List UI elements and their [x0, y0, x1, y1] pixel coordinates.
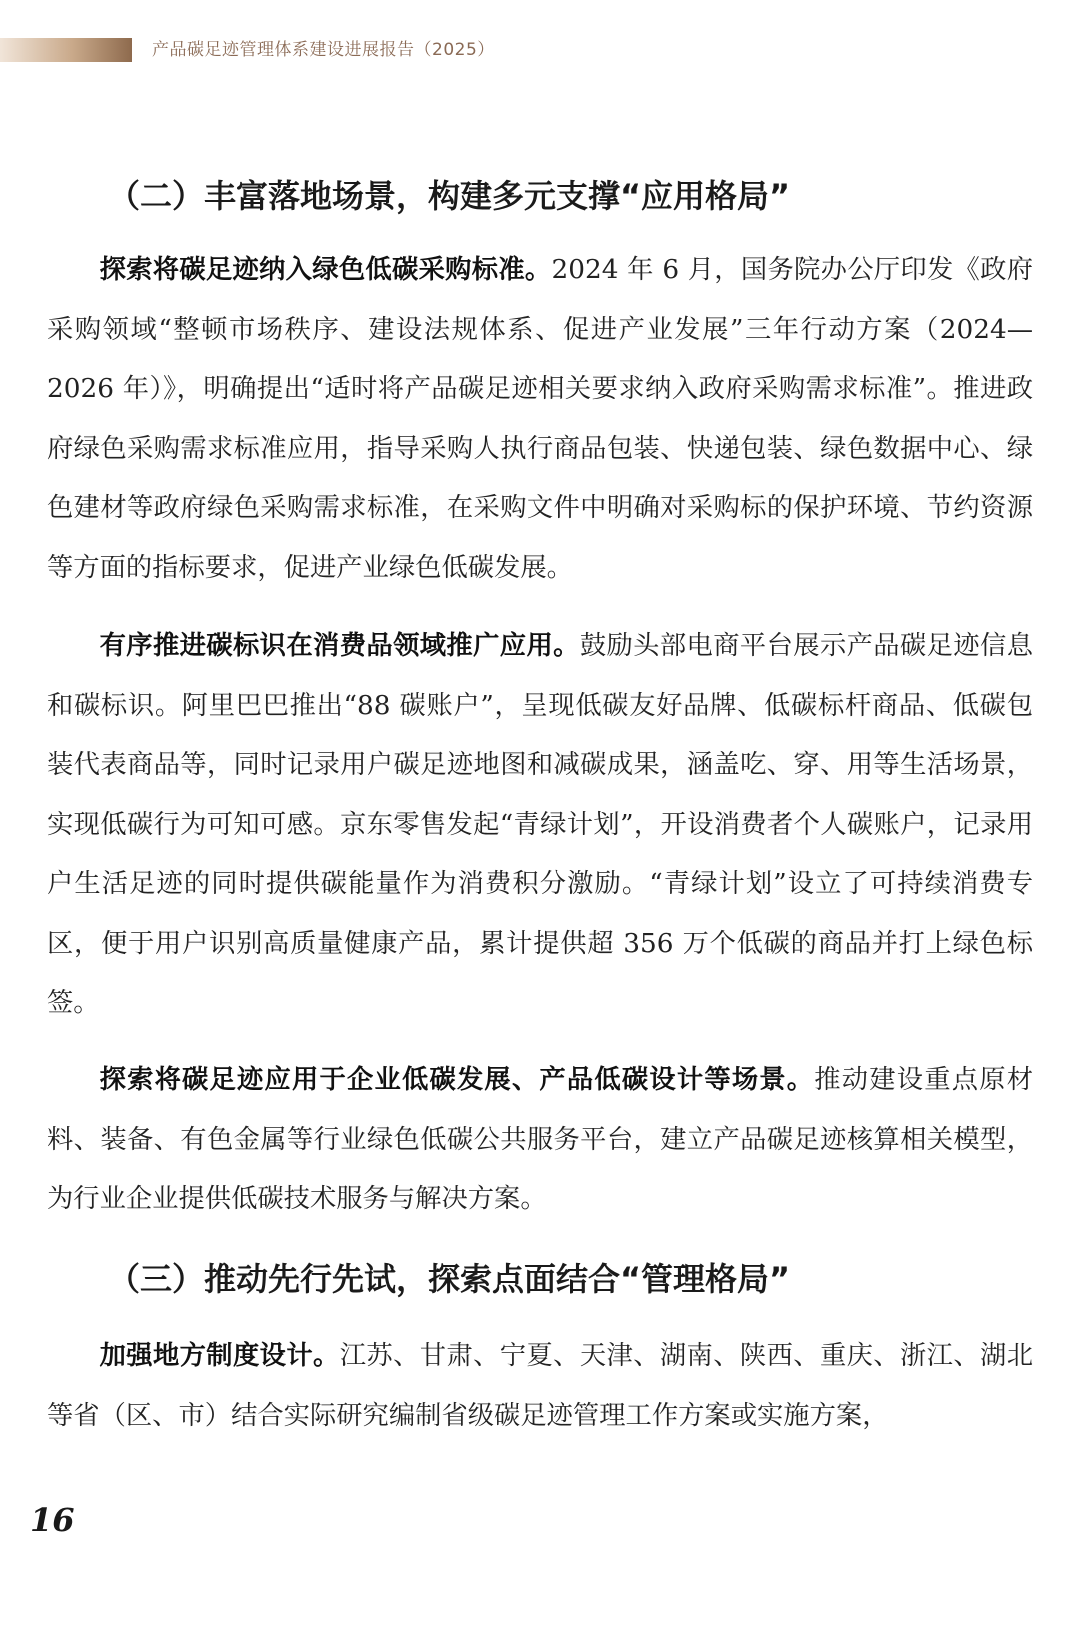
paragraph-enterprise-application: [47, 1051, 1033, 1230]
section-heading-2: （二）丰富落地场景，构建多元支撑“应用格局”: [108, 177, 791, 215]
paragraph-body: 鼓励头部电商平台展示产品碳足迹信息和碳标识。阿里巴巴推出“88 碳账户”，呈现低碳友好品牌、低碳标杆商品、低碳包装代表商品等，同时记录用户碳足迹地图和减碳成果，涵盖吃、穿、用等生活场景，实现低碳行为可知可感。京东零售发起“青绿计划”，开设消费者个人碳账户，记录用户生活足迹的同时提供碳能量作为消费积分激励。“青绿计划”设立了可持续消费专区，便于用户识别高质量健康产品，累计提供超 356 万个低碳的商品并打上绿色标签。: [47, 631, 1033, 1018]
paragraph-lead: 探索将碳足迹应用于企业低碳发展、产品低碳设计等场景。: [99, 1065, 815, 1095]
paragraph-local-system: [47, 1327, 1033, 1446]
paragraph-lead: 有序推进碳标识在消费品领域推广应用。: [99, 631, 580, 661]
page-number: 16: [30, 1501, 75, 1539]
paragraph-body: 2024 年 6 月，国务院办公厅印发《政府采购领域“整顿市场秩序、建设法规体系、促进产业发展”三年行动方案（2024—2026 年）》，明确提出“适时将产品碳足迹相关要求纳入政府采购需求标准”。推进政府绿色采购需求标准应用，指导采购人执行商品包装、快递包装、绿色数据中心、绿色建材等政府绿色采购需求标准，在采购文件中明确对采购标的保护环境、节约资源等方面的指标要求，促进产业绿色低碳发展。: [47, 255, 1034, 583]
header-accent-bar: [0, 38, 132, 62]
paragraph-body: 江苏、甘肃、宁夏、天津、湖南、陕西、重庆、浙江、湖北等省（区、市）结合实际研究编制省级碳足迹管理工作方案或实施方案，: [47, 1341, 1034, 1431]
paragraph-lead: 探索将碳足迹纳入绿色低碳采购标准。: [99, 255, 552, 285]
paragraph-carbon-label: [47, 617, 1033, 1034]
paragraph-body: 推动建设重点原材料、装备、有色金属等行业绿色低碳公共服务平台，建立产品碳足迹核算相关模型，为行业企业提供低碳技术服务与解决方案。: [47, 1065, 1034, 1214]
section-heading-3: （三）推动先行先试，探索点面结合“管理格局”: [108, 1260, 791, 1298]
paragraph-green-procurement: [47, 241, 1033, 598]
running-header-title: 产品碳足迹管理体系建设进展报告（2025）: [152, 40, 495, 60]
paragraph-lead: 加强地方制度设计。: [99, 1341, 340, 1371]
